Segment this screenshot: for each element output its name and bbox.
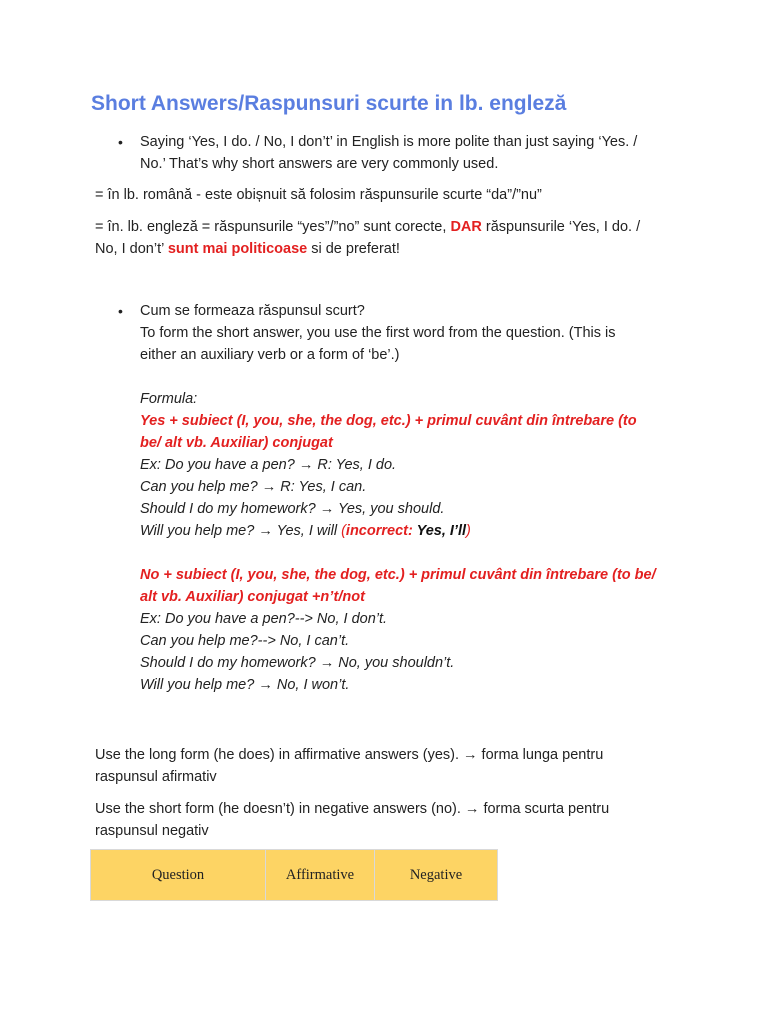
yes-example-2: Can you help me? → R: Yes, I can. [140, 479, 367, 495]
bullet-dot: • [118, 134, 123, 150]
yes-example-1: Ex: Do you have a pen? → R: Yes, I do. [140, 457, 397, 473]
bullet-1-line-1: Saying ‘Yes, I do. / No, I don’t’ in English is more polite than just saying ‘Yes. / [140, 134, 638, 150]
arrow-icon: → [258, 523, 273, 539]
formula-label: Formula: [140, 391, 198, 407]
yes-rule-line-2: be/ alt vb. Auxiliar) conjugat [140, 435, 333, 451]
bullet-2-block [140, 300, 656, 696]
header-negative: Negative [375, 850, 498, 901]
arrow-icon: → [464, 801, 480, 817]
arrow-icon: → [319, 501, 335, 517]
arrow-icon: → [463, 747, 478, 763]
english-note-text-d: No, I don’t’ [95, 241, 168, 257]
arrow-icon: → [319, 655, 335, 671]
english-note-text-f: si de preferat! [307, 241, 400, 257]
no-rule-line-2: alt vb. Auxiliar) conjugat +n’t/not [140, 589, 365, 605]
table-header-row [91, 850, 498, 901]
no-example-4: Will you help me? → No, I won’t. [140, 677, 350, 693]
bullet-2-question: Cum se formeaza răspunsul scurt? [140, 303, 365, 319]
no-rule-line-1: No + subiect (I, you, she, the dog, etc.) + primul cuvânt din întrebare (to be/ [140, 567, 656, 583]
incorrect-label: incorrect: [345, 523, 413, 539]
politicoase-emphasis: sunt mai politicoase [167, 241, 308, 257]
yes-example-3: Should I do my homework? → Yes, you should. [140, 501, 445, 517]
english-note [95, 216, 640, 260]
long-form-note: Use the long form (he does) in affirmative answers (yes). → forma lunga pentru raspunsul afirmativ [95, 747, 604, 785]
answers-table [90, 849, 498, 901]
bullet-2-explain-2: either an auxiliary verb or a form of ‘be’.) [140, 347, 400, 363]
short-form-note: Use the short form (he doesn’t) in negative answers (no). → forma scurta pentru raspunsul negativ [95, 801, 610, 839]
header-question: Question [91, 850, 266, 901]
incorrect-example: Yes, I’ll [412, 523, 467, 539]
no-example-1: Ex: Do you have a pen?--> No, I don’t. [140, 611, 388, 627]
arrow-icon: → [261, 479, 277, 495]
no-example-2: Can you help me?--> No, I can’t. [140, 633, 350, 649]
yes-example-4: Will you help me? → Yes, I will (incorrect: Yes, I’ll) [140, 523, 471, 539]
bullet-1-text [140, 131, 637, 175]
english-note-text-a: = în. lb. engleză = răspunsurile “yes”/”no” sunt corecte, [95, 219, 451, 235]
header-affirmative: Affirmative [266, 850, 375, 901]
yes-rule-line-1: Yes + subiect (I, you, she, the dog, etc.) + primul cuvânt din întrebare (to [140, 413, 637, 429]
romanian-note: = în lb. română - este obișnuit să folosim răspunsurile scurte “da”/”nu” [95, 187, 542, 203]
english-note-text-c: răspunsurile ‘Yes, I do. / [481, 219, 641, 235]
bullet-1-line-2: No.’ That’s why short answers are very commonly used. [140, 156, 499, 172]
dar-emphasis: DAR [450, 219, 482, 235]
bullet-dot: • [118, 303, 123, 319]
no-example-3: Should I do my homework? → No, you shouldn’t. [140, 655, 455, 671]
arrow-icon: → [258, 677, 273, 693]
bullet-2-explain-1: To form the short answer, you use the first word from the question. (This is [140, 325, 616, 341]
arrow-icon: → [298, 457, 314, 473]
page-title: Short Answers/Raspunsuri scurte in lb. engleză [91, 92, 567, 115]
